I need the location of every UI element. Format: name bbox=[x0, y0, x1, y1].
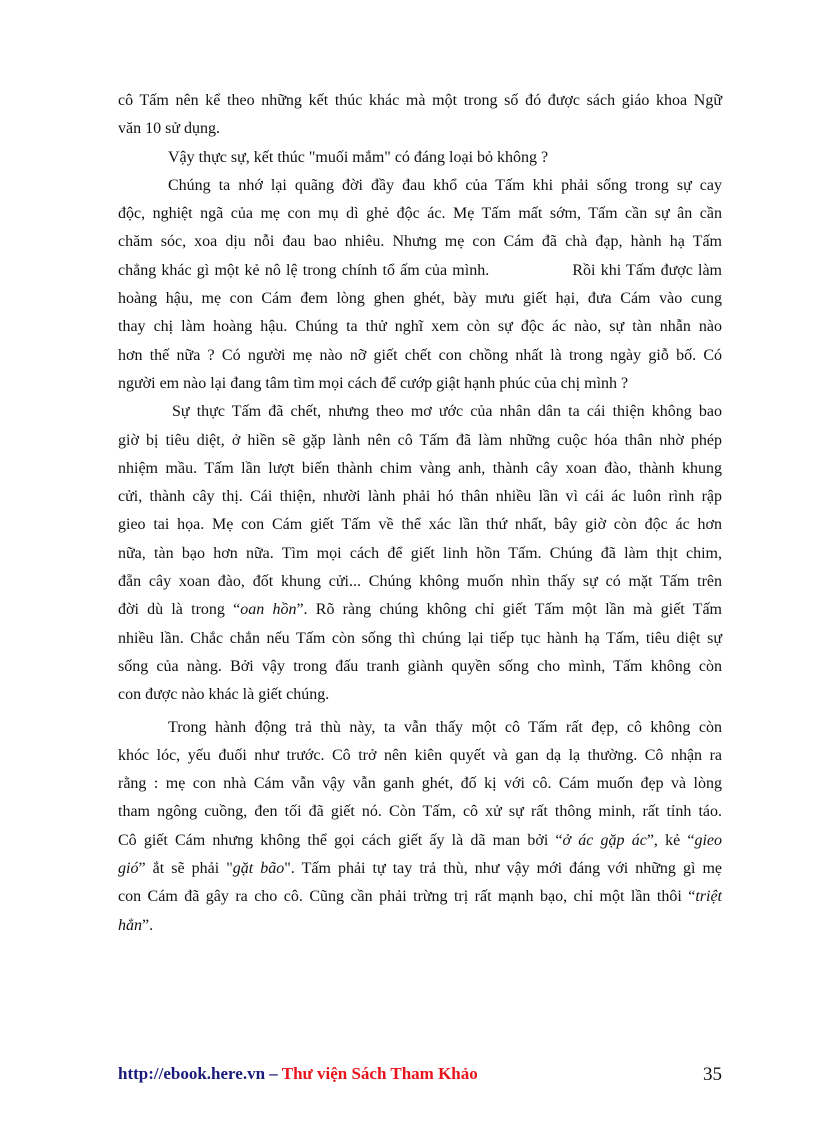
text-line bbox=[118, 798, 722, 826]
text-segment: Trong hành động trả thù này, ta vẫn thấy một cô Tấm rất đẹp, cô không còn bbox=[168, 718, 722, 736]
text-line bbox=[118, 427, 722, 455]
page-number: 35 bbox=[703, 1064, 722, 1085]
text-segment: con được nào khác là giết chúng. bbox=[118, 686, 330, 704]
text-segment: Sự thực Tấm đã chết, nhưng theo mơ ước của nhân dân ta cái thiện không bao bbox=[172, 403, 722, 421]
text-segment: khóc lóc, yếu đuối như trước. Cô trở nên kiên quyết và gan dạ lạ thường. Cô nhận ra bbox=[118, 746, 722, 764]
text-line bbox=[118, 714, 722, 742]
text-segment: ” ắt sẽ phải " bbox=[138, 860, 233, 878]
text-line bbox=[118, 625, 722, 653]
text-line bbox=[118, 455, 722, 483]
text-segment: hoàng hậu, mẹ con Cám đem lòng ghen ghét, bày mưu giết hại, đưa Cám vào cung bbox=[118, 290, 722, 308]
text-line bbox=[118, 511, 722, 539]
text-segment: độc, nghiệt ngã của mẹ con mụ dì ghẻ độc ác. Mẹ Tấm mất sớm, Tấm cần sự ân cần bbox=[118, 205, 722, 223]
text-segment: con Cám đã gây ra cho cô. Cũng cần phải trừng trị rất mạnh bạo, chỉ một lần thôi “ bbox=[118, 888, 696, 906]
text-segment: giờ bị tiêu diệt, ở hiền sẽ gặp lành nên cô Tấm đã làm những cuộc hóa thân nhờ phép bbox=[118, 431, 722, 449]
paragraph bbox=[118, 714, 722, 940]
footer-library-name: Thư viện Sách Tham Khảo bbox=[281, 1064, 478, 1083]
text-line bbox=[118, 596, 722, 624]
text-segment: rằng : mẹ con nhà Cám vẫn vậy vẫn ganh ghét, đố kị với cô. Cám muốn đẹp và lòng bbox=[118, 775, 722, 793]
text-segment: nhiệm mầu. Tấm lần lượt biến thành chim vàng anh, thành cây xoan đào, thành khung bbox=[118, 459, 722, 477]
text-segment: Chúng ta nhớ lại quãng đời đầy đau khổ của Tấm khi phải sống trong sự cay bbox=[168, 176, 722, 194]
text-line bbox=[118, 313, 722, 341]
text-segment: Cô giết Cám nhưng không thể gọi cách giết ấy là dã man bởi “ bbox=[118, 831, 563, 849]
text-segment: đời dù là trong “ bbox=[118, 601, 241, 619]
paragraph bbox=[118, 172, 722, 398]
text-segment: hơn thế nữa ? Có người mẹ nào nỡ giết chết con chồng nhất là trong ngày giỗ bố. Có bbox=[118, 346, 722, 364]
text-line bbox=[118, 483, 722, 511]
italic-text: gieo bbox=[694, 831, 723, 849]
text-line bbox=[118, 681, 722, 709]
text-line bbox=[118, 653, 722, 681]
text-line bbox=[118, 883, 722, 911]
text-line bbox=[118, 228, 722, 256]
text-segment: ”. Rõ ràng chúng không chỉ giết Tấm một lần mà giết Tấm bbox=[296, 601, 723, 619]
text-segment: văn 10 sử dụng. bbox=[118, 120, 220, 138]
document-body bbox=[118, 87, 722, 940]
text-segment: thay chị làm hoàng hậu. Chúng ta thử nghĩ xem còn sự độc ác nào, sự tàn nhẫn nào bbox=[118, 318, 722, 336]
text-line bbox=[118, 285, 722, 313]
text-segment: đẵn cây xoan đào, đốt khung cửi... Chúng không muốn nhìn thấy sự có mặt Tấm trên bbox=[118, 573, 722, 591]
text-segment: cửi, thành cây thị. Cái thiện, nhười lành phải hó thân nhiều lần vì cái ác luôn rình rập bbox=[118, 488, 722, 506]
text-segment: cô Tấm nên kể theo những kết thúc khác mà một trong số đó được sách giáo khoa Ngữ bbox=[118, 92, 722, 109]
text-line bbox=[118, 398, 722, 426]
text-segment: ". Tấm phải tự tay trả thù, như vậy mới đáng với những gì mẹ bbox=[284, 860, 722, 878]
text-segment: nữa, tàn bạo hơn nữa. Tìm mọi cách để giết linh hồn Tấm. Chúng đã làm thịt chim, bbox=[118, 544, 722, 562]
footer-separator: – bbox=[265, 1064, 282, 1083]
text-segment: chăm sóc, xoa dịu nỗi đau bao nhiêu. Nhưng mẹ con Cám đã chà đạp, hành hạ Tấm bbox=[118, 233, 722, 251]
text-segment: ”, kẻ “ bbox=[646, 831, 695, 849]
text-line bbox=[118, 827, 722, 855]
text-segment: ”. bbox=[142, 916, 154, 934]
text-line bbox=[118, 342, 722, 370]
text-segment: người em nào lại đang tâm tìm mọi cách để cướp giật hạnh phúc của chị mình ? bbox=[118, 374, 629, 392]
text-line bbox=[118, 912, 722, 940]
text-line bbox=[118, 568, 722, 596]
text-line bbox=[118, 87, 722, 115]
text-line bbox=[118, 144, 722, 172]
text-line bbox=[118, 172, 722, 200]
text-line bbox=[118, 115, 722, 143]
text-segment: tham ngông cuồng, đen tối đã giết nó. Còn Tấm, cô xử sự rất thông minh, rất tỉnh táo. bbox=[118, 803, 722, 821]
text-line bbox=[118, 855, 722, 883]
text-line bbox=[118, 770, 722, 798]
paragraph bbox=[118, 398, 722, 709]
footer-url-link[interactable]: http://ebook.here.vn bbox=[118, 1064, 266, 1083]
text-segment: gieo tai họa. Mẹ con Cám giết Tấm về thể xác lần thứ nhất, bây giờ còn độc ác hơn bbox=[118, 516, 722, 534]
text-line bbox=[118, 257, 722, 285]
italic-text: gặt bão bbox=[232, 860, 285, 878]
italic-text: hẳn bbox=[118, 916, 142, 934]
text-line bbox=[118, 370, 722, 398]
text-segment: chẳng khác gì một kẻ nô lệ trong chính tổ ấm của mình. Rồi khi Tấm được làm bbox=[118, 261, 722, 279]
page-footer bbox=[118, 1064, 722, 1088]
text-segment: Vậy thực sự, kết thúc "muối mắm" có đáng loại bỏ không ? bbox=[168, 148, 549, 166]
italic-text: gió bbox=[118, 860, 139, 878]
italic-text: triệt bbox=[695, 888, 722, 906]
paragraph bbox=[118, 87, 722, 144]
text-line bbox=[118, 742, 722, 770]
italic-text: ở ác gặp ác bbox=[562, 831, 647, 849]
paragraph bbox=[118, 144, 722, 172]
text-segment: nhiều lần. Chắc chắn nếu Tấm còn sống thì chúng lại tiếp tục hành hạ Tấm, tiêu diệt sự bbox=[118, 629, 722, 647]
text-line bbox=[118, 540, 722, 568]
text-line bbox=[118, 200, 722, 228]
text-segment: sống của nàng. Bởi vậy trong đấu tranh giành quyền sống cho mình, Tấm không còn bbox=[118, 657, 722, 675]
italic-text: oan hồn bbox=[240, 601, 297, 619]
